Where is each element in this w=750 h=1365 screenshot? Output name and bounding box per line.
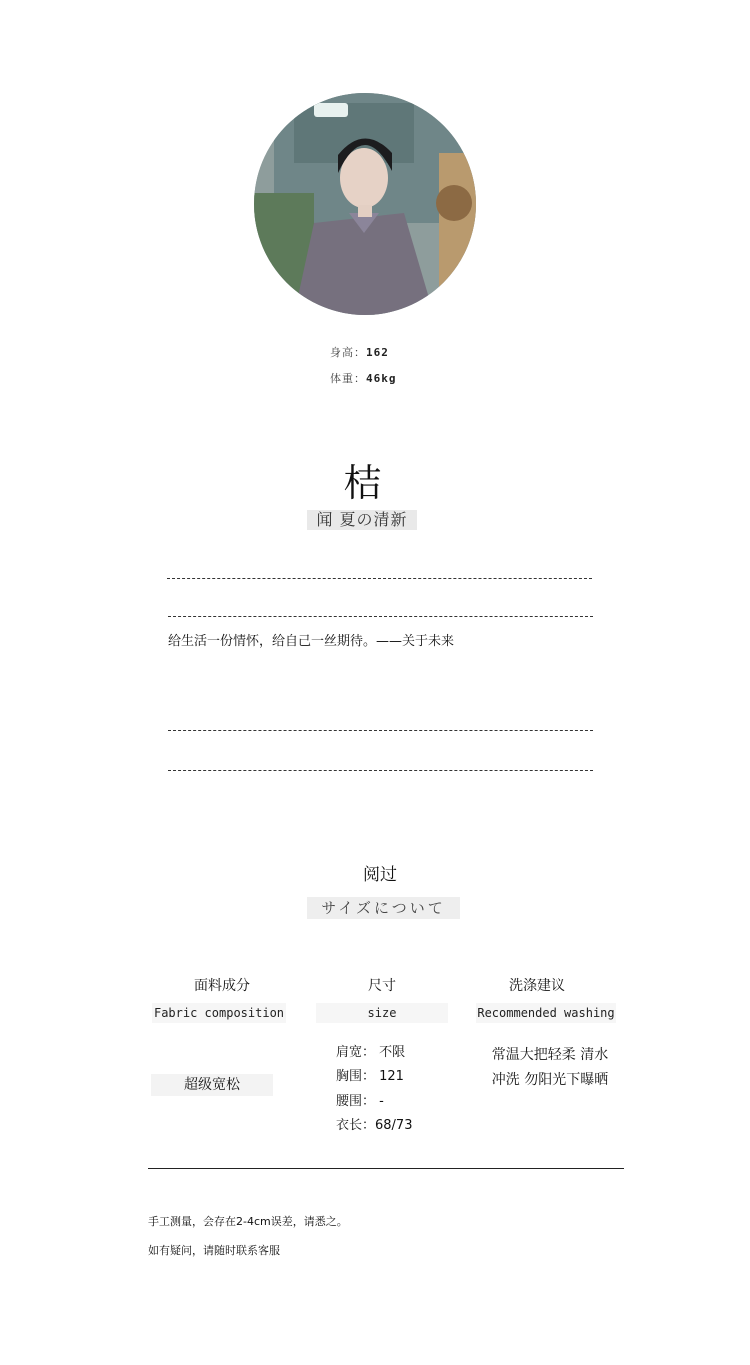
model-height — [330, 344, 389, 360]
size-waist: 腰围： - — [336, 1094, 384, 1109]
model-photo — [254, 93, 476, 315]
wash-instruction-line: 冲洗 勿阳光下曝晒 — [491, 1072, 609, 1088]
weight-label: 体重： — [330, 372, 366, 385]
size-section-title: 阅过 — [363, 865, 397, 885]
quote-text: 给生活一份情怀，给自己一丝期待。——关于未来 — [168, 634, 455, 649]
wash-heading: 洗涤建议 — [509, 978, 565, 994]
section-divider — [148, 1168, 624, 1169]
weight-value: 46kg — [366, 372, 397, 385]
size-section-subtitle: サイズについて — [307, 897, 460, 919]
wash-instruction-line: 常温大把轻柔 清水 — [491, 1047, 609, 1063]
dashed-divider — [168, 770, 593, 771]
dashed-divider — [168, 730, 593, 731]
wash-subheading: Recommended washing — [476, 1003, 616, 1023]
dashed-divider — [167, 578, 592, 579]
size-shoulder: 肩宽： 不限 — [336, 1045, 406, 1060]
contact-note: 如有疑问，请随时联系客服 — [148, 1244, 280, 1257]
height-label: 身高： — [330, 346, 366, 359]
size-subheading: size — [316, 1003, 448, 1023]
model-photo-illustration — [254, 93, 476, 315]
fabric-heading: 面料成分 — [194, 978, 250, 994]
product-subtitle: 闻 夏の清新 — [307, 510, 417, 530]
dashed-divider — [168, 616, 593, 617]
height-value: 162 — [366, 346, 389, 359]
product-title: 桔 — [343, 461, 382, 505]
size-length: 衣长：68/73 — [336, 1118, 413, 1133]
measurement-note: 手工测量，会存在2-4cm误差，请悉之。 — [148, 1215, 348, 1228]
fabric-fit-value: 超级宽松 — [151, 1074, 273, 1096]
size-heading: 尺寸 — [368, 978, 396, 994]
model-weight — [330, 370, 397, 386]
size-chest: 胸围： 121 — [336, 1069, 404, 1084]
fabric-subheading: Fabric composition — [152, 1003, 286, 1023]
